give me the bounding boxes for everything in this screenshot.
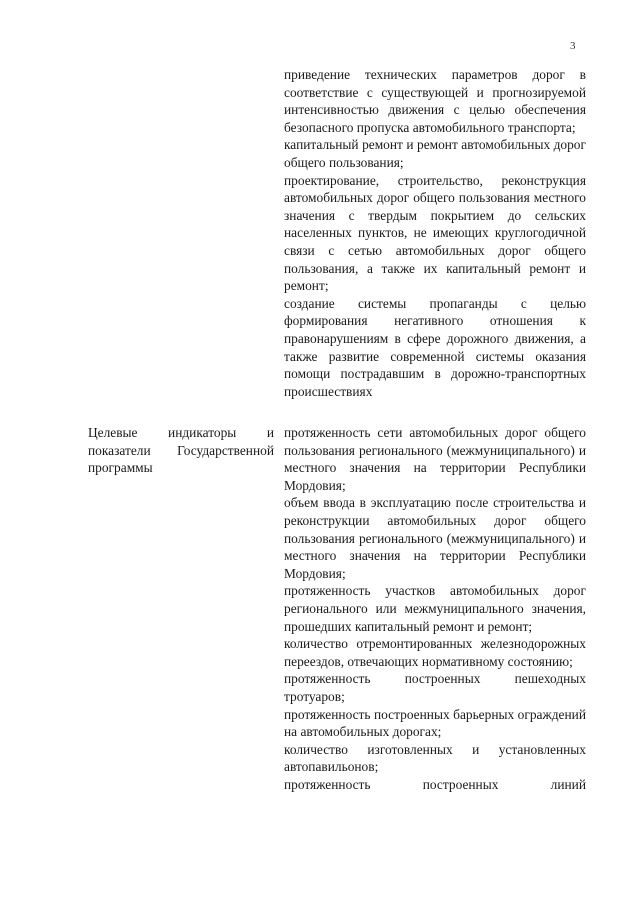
indicator-paragraph: протяженность построенных барьерных ограждений на автомобильных дорогах; bbox=[284, 706, 586, 740]
page-number: 3 bbox=[570, 40, 576, 52]
indicator-paragraph: протяженность сети автомобильных дорог общего пользования регионального (межмуниципального) и местного значения на территории Республики Мордовия; bbox=[284, 425, 586, 493]
indicator-paragraph: протяженность построенных линий bbox=[284, 776, 586, 792]
program-tasks-block bbox=[284, 66, 586, 400]
indicator-paragraph: объем ввода в эксплуатацию после строительства и реконструкции автомобильных дорог общего пользования регионального (межмуниципального) и местного значения на территории Республики Мордовия; bbox=[284, 495, 586, 581]
indicator-paragraph: количество отремонтированных железнодорожных переездов, отвечающих нормативному состоянию; bbox=[284, 636, 586, 669]
task-paragraph: создание системы пропаганды с целью формирования негативного отношения к правонарушениям в сфере дорожного движения, а также развитие современной системы оказания помощи пострадавшим в дорожно-транспортных происшествиях bbox=[284, 295, 586, 399]
row-label: Целевые индикаторы и показатели Государственной программы bbox=[88, 425, 274, 476]
indicator-paragraph: количество изготовленных и установленных автопавильонов; bbox=[284, 741, 586, 775]
indicator-paragraph: протяженность построенных пешеходных тротуаров; bbox=[284, 671, 586, 704]
task-paragraph: проектирование, строительство, реконструкция автомобильных дорог общего пользования местного значения с твердым покрытием до сельских населенных пунктов, не имеющих круглогодичной связи с сетью автомобильных дорог общего пользования, а также их капитальный ремонт и ремонт; bbox=[284, 172, 586, 294]
task-paragraph: капитальный ремонт и ремонт автомобильных дорог общего пользования; bbox=[284, 137, 586, 170]
target-indicators-block bbox=[284, 424, 586, 793]
indicator-paragraph: протяженность участков автомобильных дорог регионального или межмуниципального значения, прошедших капитальный ремонт и ремонт; bbox=[284, 583, 586, 634]
task-paragraph: приведение технических параметров дорог в соответствие с существующей и прогнозируемой интенсивностью движения с целью обеспечения безопасного пропуска автомобильного транспорта; bbox=[284, 67, 586, 135]
